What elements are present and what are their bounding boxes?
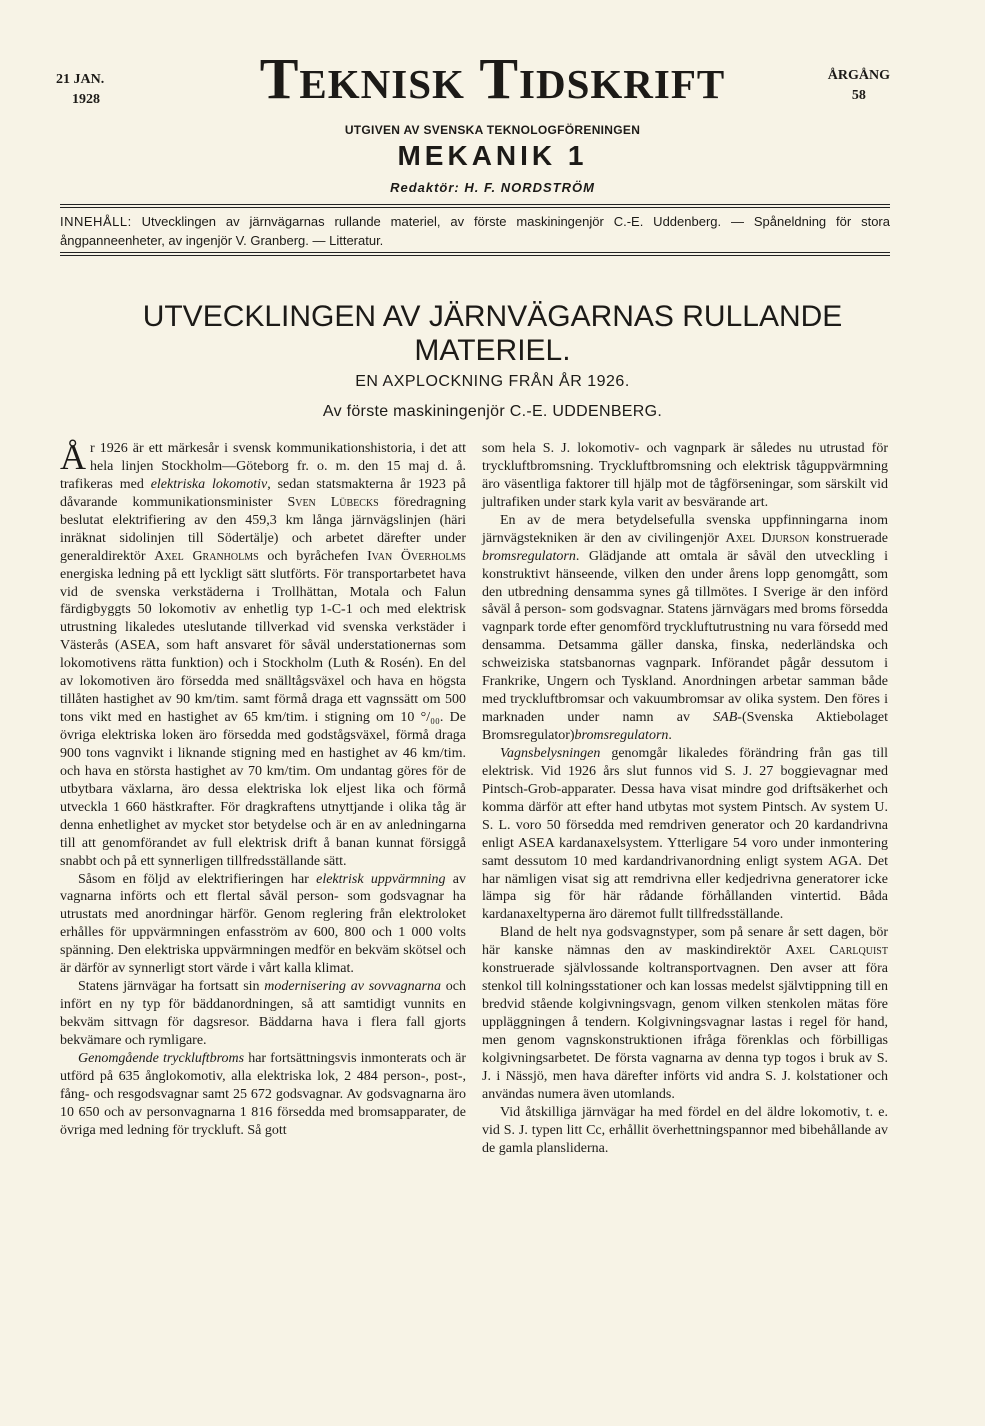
volume-info (828, 66, 890, 106)
paragraph: Vagnsbelysningen genomgår likaledes förändring från gas till elektrisk. Vid 1926 års slut funnos vid S. J. 27 boggievagnar med Pintsch-Grob-apparater. Dessa hava visat mindre god driftsäkerhet och komma därför att efter hand utbytas mot system Pintsch. Av system U. S. L. voro 50 försedda med remdriven generator och 20 kardandrivna enligt ASEA kardanaxelsystem. Ytterligare 54 voro under inmontering samt dessutom 10 med kardandrivanordning enligt system AGA. Det har nämligen visat sig att remdrivna eller kedjedrivna generatorer icke lämpa sig för här rådande förhållanden vintertid. Båda kardanaxeltyperna äro däremot fullt tillfredsställande. (482, 745, 888, 923)
paragraph: som hela S. J. lokomotiv- och vagnpark är således nu utrustad för tryckluftbromsning. Tryckluftbromsning och elektrisk tåguppvärmning äro väsentliga faktorer till hjälp mot de tågförseningar, som särskilt vid jultrafiken under stark kyla varit av besvärande art. (482, 441, 888, 510)
publisher-line: UTGIVEN AV SVENSKA TEKNOLOGFÖRENINGEN (344, 123, 641, 137)
text-column-left (60, 437, 467, 1140)
rule-top (60, 204, 890, 205)
article-author: Av förste maskiningenjör C.-E. UDDENBERG. (322, 403, 663, 420)
paragraph: Vid åtskilliga järnvägar ha med fördel en del äldre lokomotiv, t. e. vid S. J. typen litt Cc, erhållit överhettningspannor med bibehållande av de gamla plansliderna. (482, 1104, 888, 1156)
paragraph: Genomgående tryckluftbroms har fortsättningsvis inmonterats och är utförd på 635 ånglokomotiv, alla elektriska lok, 2 484 person-, post-, fång- och resgodsvagnar samt 25 672 godsvagnar. Av godsvagnarna äro 10 650 och av personvagnarna 1 816 försedda med bromsapparater, de övriga med ledning för tryckluft. Så gott (60, 1050, 466, 1138)
paragraph: Bland de helt nya godsvagnstyper, som på senare år sett dagen, bör här kanske nämnas den av maskindirektör Axel Carlquist konstruerade självlossande koltransportvagnen. Den avser att föra stenkol till kolningsstationer och kan lossas medelst självtippning till en bredvid stående kolgivningsvagn, genom vilken stenkolen mätas före uppläggningen å tendern. Kolgivningsvagnar lastas i regel för hand, men genom vagnskonstruktionen ifråga förenklas och förbilligas kolgivningsarbetet. De första vagnarna av denna typ togos i bruk av S. J. i Nässjö, men hava därefter införts vid andra S. J. kolstationer och användas numera även utomlands. (482, 925, 888, 1102)
editor-line: Redaktör: H. F. NORDSTRÖM (390, 180, 595, 195)
issue-day: 21 JAN. (56, 72, 105, 87)
paragraph: Statens järnvägar ha fortsatt sin modernisering av sovvagnarna och infört en ny typ för bäddanordningen, så att samtidigt vunnits en bekväm sittvagn för dagsresor. Bäddarna hava i flera fall gjorts bekvämare och rymligare. (60, 979, 466, 1048)
volume-number: 58 (851, 88, 866, 103)
issue-year: 1928 (72, 92, 100, 107)
toc-text: Utvecklingen av järnvägarnas rullande materiel, av förste maskiningenjör C.-E. Uddenberg. — Spåneldning för stora ångpanneenheter, av ingenjör V. Granberg. — Litteratur. (60, 214, 890, 248)
paragraph: Såsom en följd av elektrifieringen har elektrisk uppvärmning av vagnarna införts och ett flertal såväl person- som godsvagnar ha utrustats med anordningar härför. Genom reglering från elektroloket erhålles för uppvärmningen enfasström av 600, 800 och 1 000 volts spänning. Den elektriska uppvärmningen medför en bekväm skötsel och är därför av synnerligt stort värde i vårt kalla klimat. (60, 871, 466, 977)
rule-bottom (60, 252, 890, 253)
toc-label: INNEHÅLL: (60, 214, 132, 229)
drop-cap: Å (60, 437, 86, 477)
article-subtitle: EN AXPLOCKNING FRÅN ÅR 1926. (355, 373, 630, 390)
text-column-right (482, 440, 888, 1158)
table-of-contents (60, 212, 890, 250)
journal-title: Teknisk Tidskrift (259, 46, 726, 111)
volume-label: ÅRGÅNG (827, 68, 890, 83)
article-title: UTVECKLINGEN AV JÄRNVÄGARNAS RULLANDE MATERIEL. (142, 300, 843, 367)
paragraph: År 1926 är ett märkesår i svensk kommunikationshistoria, i det att hela linjen Stockholm—Göteborg fr. o. m. den 15 maj d. å. trafikeras med elektriska lokomotiv, sedan statsmakterna år 1923 på dåvarande kommunikationsminister Sven Lübecks föredragning beslutat elektrifiering av den 459,3 km långa järnvägslinjen (häri inräknat sidolinjen till Södertälje) och arbetet därefter under generaldirektör Axel Granholms och byråchefen Ivan Överholms energiska ledning på ett lyckligt sätt slutförts. För transportarbetet hava vid de svenska verkstäderna i Trollhättan, Motala och Falun färdigbyggts 50 lokomotiv av enhetlig typ 1-C-1 och med elektrisk utrustning likaledes uteslutande tillverkad vid svenska verkstäder i Västerås (ASEA, som haft ansvaret för såväl understationernas som lokomotivens rätta funktion) och i Stockholm (Luth & Rosén). En del av lokomotiven äro försedda med snälltågsväxel och hava en högsta tillåten hastighet av 90 km/tim. samt förmå draga ett vagnssätt om 500 tons vikt med en hastighet av 65 km/tim. i stigning om 10 °/₀₀. De övriga elektriska loken äro försedda med godstågsväxel, förmå draga 900 tons vagnvikt i liknande stigning med en hastighet av 46 km/tim. och hava en största hastighet av 70 km/tim. Om undantag göres för de utbytbara växlarna, äro dessa elektriska lok eljest lika och förmå utveckla 1 660 hästkrafter. För dragkraftens utnyttjande i olika tåg är denna enhetlighet av mycket stor betydelse och är en av anledningarna till att genomförandet av full elektrisk drift å banan kunnat försiggå snabbt och på ett synnerligen tillfredsställande sätt. (60, 437, 467, 869)
rule-bottom-double (60, 255, 890, 256)
section-title: MEKANIK 1 (397, 140, 588, 171)
paragraph: En av de mera betydelsefulla svenska uppfinningarna inom järnvägstekniken är den av civilingenjör Axel Djurson konstruerade bromsregulatorn. Glädjande att omtala är såväl den utveckling i konstruktivt hänseende, vilken den under årens lopp genomgått, som den utbredning densamma synes gå tillmötes. I Sverige är den införd såväl å person- som godsvagnar. Statens järnvägars med broms försedda vagnpark torde efter genomförd tryckluftutrustning nu vara försedd med densamma. Detsamma gäller danska, finska, nederländska och schweiziska statsbanornas vagnpark. Införandet pågår dessutom i Frankrike, Ungern och Tyskland. Anordningen arbetar samman både med tryckluftbromsar och vakuumbromsar av olika system. Den föres i marknaden under namn av SAB-(Svenska Aktiebolaget Bromsregulator)bromsregulatorn. (482, 512, 888, 743)
rule-top-double (60, 207, 890, 208)
